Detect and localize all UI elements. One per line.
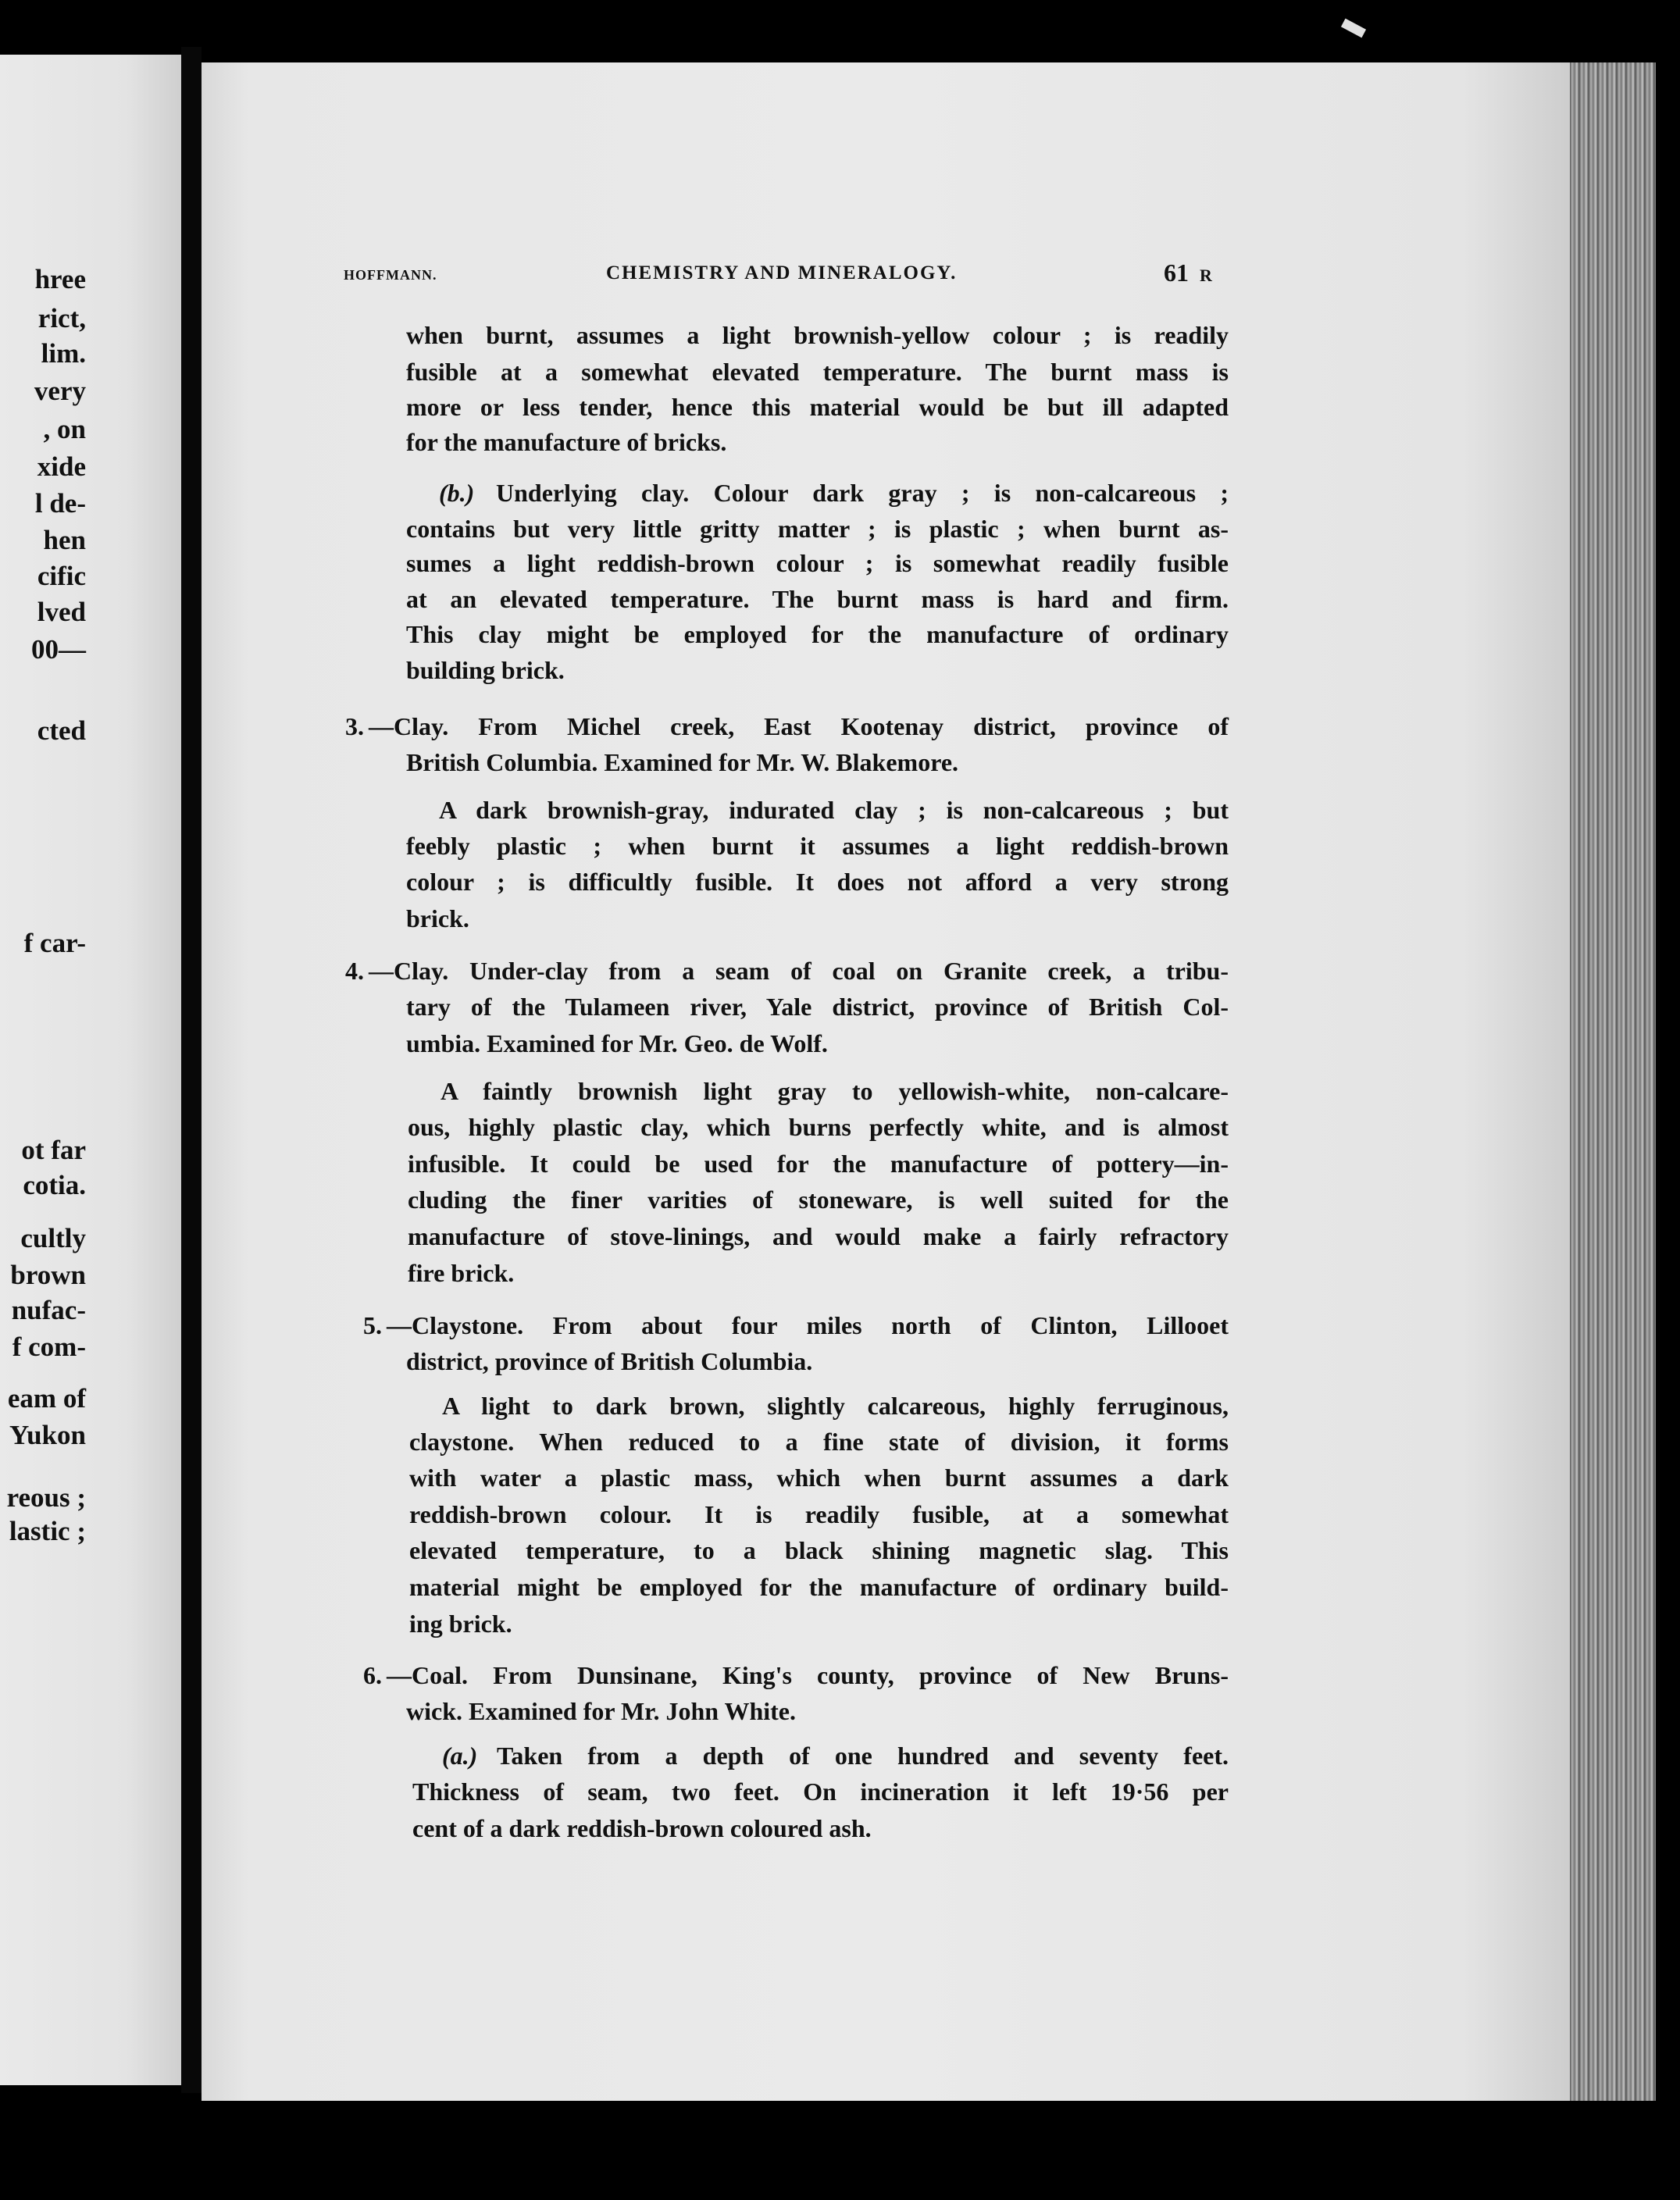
- item6-a-line: Taken from a depth of one hundred and seventy feet.: [497, 1742, 1229, 1770]
- left-page-fragment: very: [34, 376, 86, 406]
- item4-description-line: ous, highly plastic clay, which burns perfectly white, and is almost: [408, 1113, 1229, 1141]
- left-page-fragment: , on: [43, 414, 86, 444]
- left-page-fragment: hree: [34, 264, 86, 294]
- left-facing-page: [0, 55, 181, 2085]
- item3-heading-line: British Columbia. Examined for Mr. W. Blakemore.: [406, 748, 959, 776]
- item5-description-line: claystone. When reduced to a fine state of division, it forms: [409, 1428, 1229, 1456]
- item5-heading-line: district, province of British Columbia.: [406, 1347, 813, 1375]
- item4-description-line: manufacture of stove-linings, and would make a fairly refractory: [408, 1222, 1229, 1250]
- paragraph-b-line: This clay might be employed for the manufacture of ordinary: [406, 620, 1229, 648]
- left-page-fragment: cted: [37, 715, 86, 746]
- paragraph-b-line: building brick.: [406, 656, 565, 684]
- left-page-fragment: lim.: [41, 338, 86, 369]
- item3-description-line: brick.: [406, 904, 469, 932]
- page-number: [1164, 259, 1212, 287]
- page-number-suffix: R: [1200, 266, 1212, 285]
- book-page-edges: [1570, 62, 1656, 2101]
- item5-description-line: material might be employed for the manufacture of ordinary build-: [409, 1573, 1229, 1601]
- left-page-fragment: f com-: [12, 1332, 86, 1362]
- item4-description-line: A faintly brownish light gray to yellowish-white, non-calcare-: [441, 1077, 1229, 1105]
- left-page-fragment: nufac-: [11, 1295, 86, 1325]
- sub-label-b: (b.): [439, 479, 475, 507]
- item5-heading-line: —Claystone. From about four miles north of Clinton, Lillooet: [387, 1311, 1229, 1339]
- book-gutter: [181, 47, 202, 2093]
- item3-description-line: colour ; is difficultly fusible. It does not afford a very strong: [406, 868, 1229, 896]
- intro-line: fusible at a somewhat elevated temperature. The burnt mass is: [406, 358, 1229, 386]
- left-page-fragment: lved: [37, 597, 86, 627]
- item5-description-line: ing brick.: [409, 1610, 512, 1638]
- item4-heading-line: —Clay. Under-clay from a seam of coal on Granite creek, a tribu-: [369, 957, 1229, 985]
- left-page-fragment: cotia.: [23, 1170, 86, 1200]
- item6-heading-line: —Coal. From Dunsinane, King's county, province of New Bruns-: [387, 1661, 1229, 1689]
- item3-number: 3.: [345, 712, 364, 740]
- item6-number: 6.: [363, 1661, 382, 1689]
- item6-a-line: cent of a dark reddish-brown coloured ash.: [412, 1814, 872, 1842]
- item5-description-line: A light to dark brown, slightly calcareous, highly ferruginous,: [442, 1392, 1229, 1420]
- left-page-fragment: 00—: [31, 634, 86, 665]
- paragraph-b-line: Underlying clay. Colour dark gray ; is non-calcareous ;: [496, 479, 1229, 507]
- left-page-fragment: lastic ;: [9, 1516, 86, 1546]
- item4-heading-line: umbia. Examined for Mr. Geo. de Wolf.: [406, 1029, 828, 1057]
- paragraph-b-line: contains but very little gritty matter ; is plastic ; when burnt as-: [406, 515, 1229, 543]
- scan-corner-mark: [1341, 19, 1366, 38]
- left-page-fragment: eam of: [7, 1383, 86, 1414]
- item5-description-line: with water a plastic mass, which when burnt assumes a dark: [409, 1464, 1229, 1492]
- left-page-fragment: cultly: [20, 1223, 86, 1253]
- item5-number: 5.: [363, 1311, 382, 1339]
- left-page-fragment: xide: [37, 451, 86, 482]
- item5-description-line: reddish-brown colour. It is readily fusible, at a somewhat: [409, 1500, 1229, 1528]
- left-page-fragment: l de-: [34, 488, 86, 519]
- item3-description-line: A dark brownish-gray, indurated clay ; is non-calcareous ; but: [439, 796, 1229, 824]
- intro-line: more or less tender, hence this material would be but ill adapted: [406, 393, 1229, 421]
- running-header-title: CHEMISTRY AND MINERALOGY.: [606, 262, 958, 283]
- sub-label-a: (a.): [442, 1742, 478, 1770]
- paragraph-b-line: sumes a light reddish-brown colour ; is somewhat readily fusible: [406, 549, 1229, 577]
- item4-heading-line: tary of the Tulameen river, Yale district, province of British Col-: [406, 993, 1229, 1021]
- item3-heading-line: —Clay. From Michel creek, East Kootenay district, province of: [369, 712, 1229, 740]
- item4-description-line: infusible. It could be used for the manufacture of pottery—in-: [408, 1150, 1229, 1178]
- item4-description-line: fire brick.: [408, 1259, 515, 1287]
- item5-description-line: elevated temperature, to a black shining magnetic slag. This: [409, 1536, 1229, 1564]
- running-header-author: HOFFMANN.: [344, 267, 437, 283]
- item4-description-line: cluding the finer varities of stoneware, is well suited for the: [408, 1186, 1229, 1214]
- left-page-fragment: brown: [10, 1260, 86, 1290]
- item4-number: 4.: [345, 957, 364, 985]
- intro-line: when burnt, assumes a light brownish-yellow colour ; is readily: [406, 321, 1229, 349]
- left-page-fragment: hen: [43, 525, 86, 555]
- left-page-fragment: f car-: [23, 928, 86, 958]
- left-page-fragment: Yukon: [9, 1420, 86, 1450]
- page-number-value: 61: [1164, 259, 1189, 287]
- left-page-fragment: ot far: [21, 1135, 86, 1165]
- item6-a-line: Thickness of seam, two feet. On incineration it left 19·56 per: [412, 1777, 1229, 1806]
- left-page-fragment: reous ;: [6, 1482, 86, 1513]
- intro-line: for the manufacture of bricks.: [406, 428, 727, 456]
- item3-description-line: feebly plastic ; when burnt it assumes a light reddish-brown: [406, 832, 1229, 860]
- item6-heading-line: wick. Examined for Mr. John White.: [406, 1697, 796, 1725]
- left-page-fragment: cific: [37, 561, 86, 591]
- left-page-fragment: rict,: [37, 303, 86, 333]
- paragraph-b-line: at an elevated temperature. The burnt mass is hard and firm.: [406, 585, 1229, 613]
